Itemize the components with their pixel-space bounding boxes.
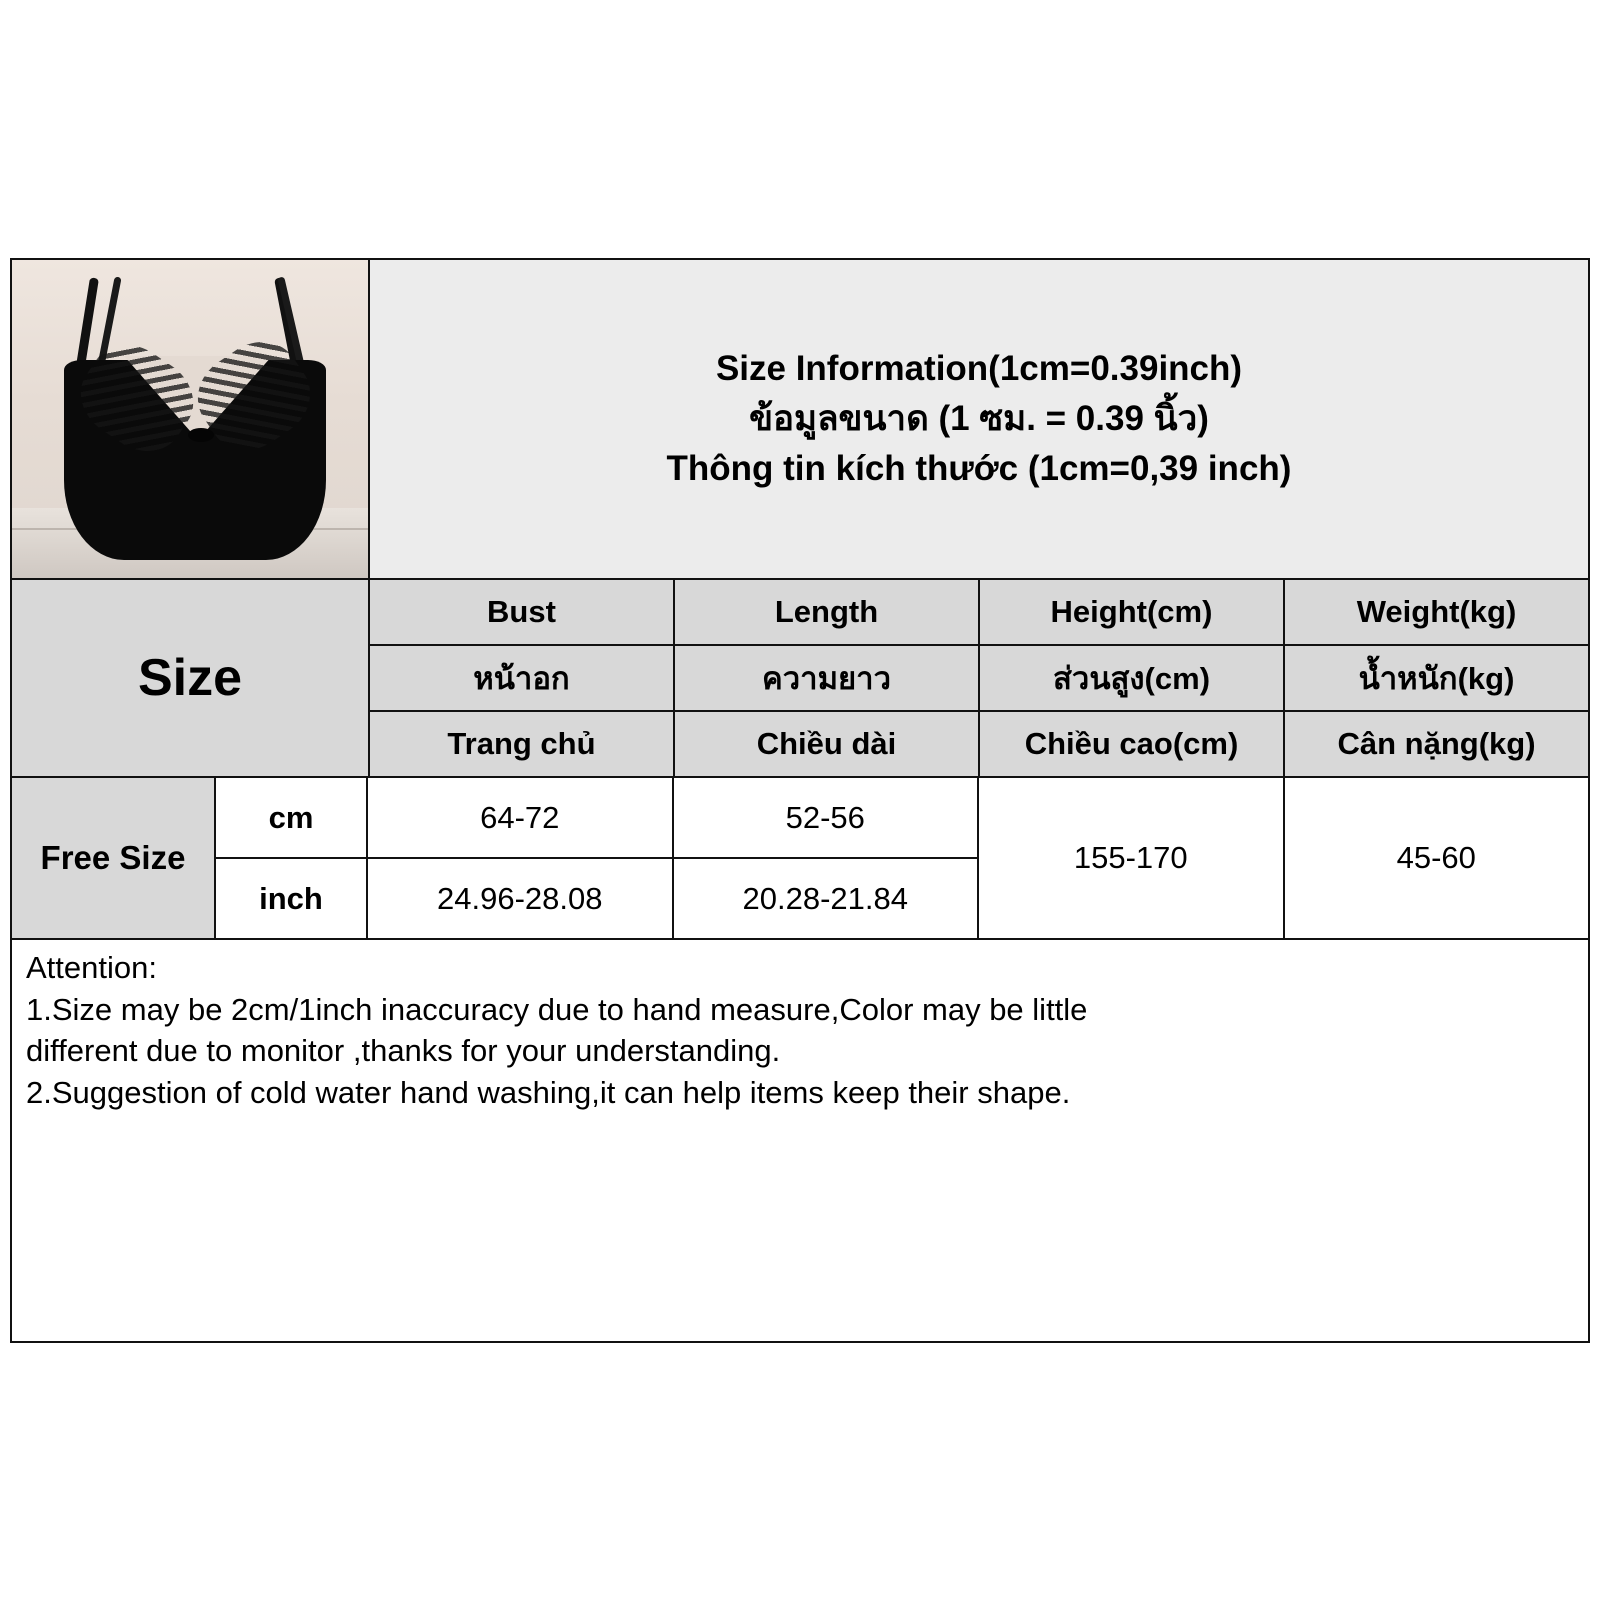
weight-value: 45-60 — [1285, 778, 1589, 938]
attention-line-3: 2.Suggestion of cold water hand washing,it can help items keep their shape. — [26, 1075, 1071, 1111]
weight-label-th: น้ำหนัก(kg) — [1285, 646, 1588, 712]
attention-section — [12, 940, 1588, 1113]
unit-column — [216, 778, 368, 938]
bust-label-th: หน้าอก — [370, 646, 673, 712]
size-header-cell: Size — [12, 580, 370, 776]
title-vietnamese: Thông tin kích thước (1cm=0,39 inch) — [666, 448, 1292, 488]
attention-line-2: different due to monitor ,thanks for your understanding. — [26, 1033, 781, 1069]
length-label-vi: Chiều dài — [756, 726, 897, 761]
height-label-vi: Chiều cao(cm) — [1024, 726, 1239, 761]
size-chart-card — [10, 258, 1590, 1343]
header-row — [12, 260, 1588, 580]
row-label-free-size: Free Size — [12, 778, 216, 938]
height-value: 155-170 — [979, 778, 1285, 938]
attention-line-1: 1.Size may be 2cm/1inch inaccuracy due to hand measure,Color may be little — [26, 991, 1088, 1027]
column-header-bust — [370, 580, 675, 776]
table-header-row — [12, 580, 1588, 778]
unit-cm: cm — [216, 778, 366, 859]
column-header-length — [675, 580, 980, 776]
weight-label-en: Weight(kg) — [1285, 580, 1588, 646]
weight-label-vi: Cân nặng(kg) — [1337, 726, 1536, 761]
title-cell — [370, 260, 1588, 578]
height-label-th: ส่วนสูง(cm) — [980, 646, 1283, 712]
column-header-height — [980, 580, 1285, 776]
table-data-row — [12, 778, 1588, 940]
length-inch-value: 20.28-21.84 — [674, 859, 978, 938]
height-label-en: Height(cm) — [980, 580, 1283, 646]
length-label-en: Length — [675, 580, 978, 646]
title-english: Size Information(1cm=0.39inch) — [715, 349, 1243, 389]
bust-cm-value: 64-72 — [368, 778, 672, 859]
bust-values-column — [368, 778, 674, 938]
bust-label-en: Bust — [370, 580, 673, 646]
attention-heading: Attention: — [26, 950, 157, 985]
column-header-weight — [1285, 580, 1588, 776]
bralette-bow — [188, 428, 214, 442]
length-cm-value: 52-56 — [674, 778, 978, 859]
bust-inch-value: 24.96-28.08 — [368, 859, 672, 938]
bust-label-vi: Trang chủ — [447, 726, 596, 761]
measurement-header-columns — [370, 580, 1588, 776]
length-label-th: ความยาว — [675, 646, 978, 712]
title-thai: ข้อมูลขนาด (1 ซม. = 0.39 นิ้ว) — [749, 399, 1209, 439]
unit-inch: inch — [259, 880, 323, 916]
product-photo — [12, 260, 368, 578]
product-photo-cell — [12, 260, 370, 578]
length-values-column — [674, 778, 980, 938]
